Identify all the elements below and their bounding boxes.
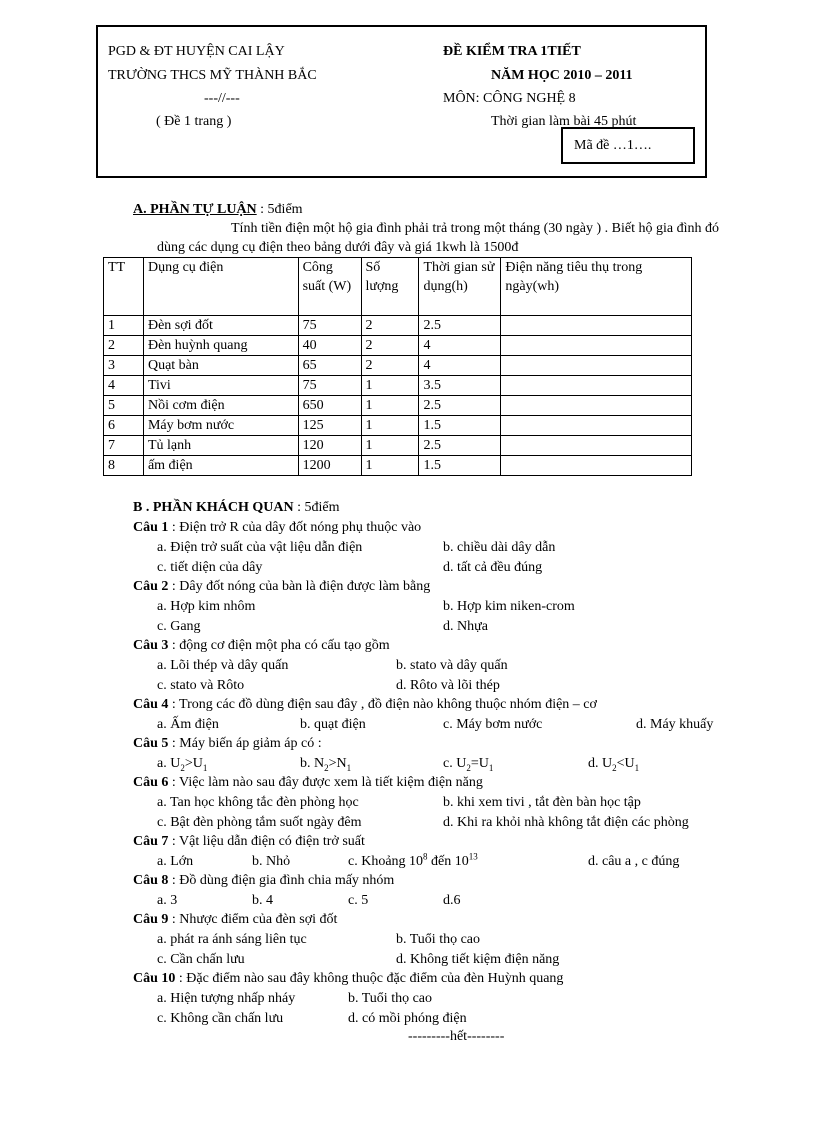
table-cell	[501, 356, 692, 376]
question-7-option	[588, 853, 679, 871]
question-8-option	[443, 892, 461, 910]
question-label: Câu 3	[133, 638, 169, 653]
table-row	[104, 396, 692, 416]
option-text: c. Bật đèn phòng tắm suốt ngày đêm	[157, 815, 362, 830]
option-text: b. 4	[252, 893, 273, 908]
question-text: : Đặc điểm nào sau đây không thuộc đặc điểm của đèn Huỳnh quang	[175, 971, 564, 986]
table-cell: Nồi cơm điện	[143, 396, 298, 416]
subscript: 2	[466, 762, 471, 773]
question-1-option	[157, 559, 262, 577]
separator: ---//---	[204, 91, 240, 106]
header-cell: Công suất (W)	[298, 258, 361, 316]
table-row	[104, 436, 692, 456]
operator: >U	[184, 756, 203, 771]
part-b-heading	[133, 499, 340, 517]
option-text: c. tiết diện của dây	[157, 560, 263, 575]
question-4-option	[636, 716, 713, 734]
header-cell: Điện năng tiêu thụ trong ngày(wh)	[501, 258, 692, 316]
question-6-option	[443, 814, 689, 832]
option-text: d. Máy khuấy	[636, 717, 714, 732]
question-10-stem	[133, 970, 563, 988]
question-4-option	[157, 716, 219, 734]
question-9-option	[396, 951, 559, 969]
table-row	[104, 416, 692, 436]
option-text: a. U	[157, 756, 181, 771]
option-text: a. 3	[157, 893, 178, 908]
operator: <U	[616, 756, 635, 771]
question-5-option	[443, 755, 493, 773]
question-label: Câu 2	[133, 579, 169, 594]
option-text: b. chiều dài dây dẫn	[443, 540, 556, 555]
superscript: 13	[468, 851, 478, 862]
question-1-option	[157, 539, 362, 557]
table-cell: 1	[361, 436, 419, 456]
operator: >N	[328, 756, 347, 771]
question-2-option	[443, 598, 575, 616]
question-1-option	[443, 539, 555, 557]
option-text: d. Nhựa	[443, 619, 488, 634]
question-10-option	[157, 1010, 283, 1028]
part-a-score: : 5điểm	[256, 202, 303, 217]
question-label: Câu 7	[133, 834, 169, 849]
question-3-option	[157, 657, 288, 675]
table-cell: 75	[298, 376, 361, 396]
option-text: c. U	[443, 756, 467, 771]
option-text: c. Không cần chấn lưu	[157, 1011, 284, 1026]
table-row	[104, 316, 692, 336]
table-cell: Đèn sợi đốt	[143, 316, 298, 336]
question-text: : Trong các đồ dùng điện sau đây , đồ điện nào không thuộc nhóm điện – cơ	[168, 697, 597, 712]
question-1-stem	[133, 519, 421, 537]
option-text: d. tất cả đều đúng	[443, 560, 543, 575]
question-6-option	[443, 794, 641, 812]
option-text: b. stato và dây quấn	[396, 658, 508, 673]
table-cell: 5	[104, 396, 144, 416]
school-year: NĂM HỌC 2010 – 2011	[491, 68, 633, 83]
table-header-row	[104, 258, 692, 316]
option-text: a. Điện trở suất của vật liệu dẫn điện	[157, 540, 363, 555]
question-text: : Máy biến áp giảm áp có :	[168, 736, 322, 751]
question-2-option	[443, 618, 488, 636]
question-1-option	[443, 559, 542, 577]
question-label: Câu 6	[133, 775, 169, 790]
table-cell	[501, 456, 692, 476]
question-7-option	[348, 853, 478, 871]
part-a-heading	[133, 201, 303, 219]
question-2-option	[157, 598, 255, 616]
option-text: a. Tan học không tắc đèn phòng học	[157, 795, 359, 810]
option-text: d. Không tiết kiệm điện năng	[396, 952, 560, 967]
table-cell: 2	[361, 336, 419, 356]
table-cell: 1	[361, 456, 419, 476]
question-label: Câu 1	[133, 520, 169, 535]
question-5-option	[588, 755, 639, 773]
question-4-stem	[133, 696, 597, 714]
table-row	[104, 356, 692, 376]
question-9-option	[157, 951, 245, 969]
question-10-option	[157, 990, 295, 1008]
option-text: b. Hợp kim niken-crom	[443, 599, 575, 614]
table-cell: 1	[361, 396, 419, 416]
question-5-option	[157, 755, 207, 773]
operator: =U	[470, 756, 489, 771]
option-text: b. Tuổi thọ cao	[348, 991, 433, 1006]
footer-end: ---------hết--------	[408, 1029, 505, 1044]
subscript: 1	[488, 762, 494, 773]
option-text: c. Gang	[157, 619, 201, 634]
table-cell	[501, 376, 692, 396]
question-7-option	[157, 853, 193, 871]
option-text: a. phát ra ánh sáng liên tục	[157, 932, 307, 947]
table-cell	[501, 396, 692, 416]
range-text: đến 10	[427, 854, 469, 869]
question-6-option	[157, 814, 362, 832]
option-text: d.6	[443, 893, 461, 908]
question-6-option	[157, 794, 359, 812]
table-cell: Quạt bàn	[143, 356, 298, 376]
table-cell: Tivi	[143, 376, 298, 396]
question-8-stem	[133, 872, 394, 890]
exam-code: Mã đề …1….	[574, 138, 652, 153]
question-label: Câu 5	[133, 736, 169, 751]
question-9-option	[157, 931, 307, 949]
question-8-option	[348, 892, 368, 910]
question-text: : Vật liệu dẫn điện có điện trở suất	[168, 834, 365, 849]
superscript: 8	[423, 851, 428, 862]
table-cell: Đèn huỳnh quang	[143, 336, 298, 356]
table-cell: 650	[298, 396, 361, 416]
table-cell: 1	[361, 376, 419, 396]
question-text: : Dây đốt nóng của bàn là điện được làm bằng	[168, 579, 431, 594]
option-text: d. Khi ra khỏi nhà không tắt điện các phòng	[443, 815, 689, 830]
question-3-option	[396, 677, 500, 695]
question-text: : Đồ dùng điện gia đình chia mấy nhóm	[168, 873, 395, 888]
question-text: : Nhược điểm của đèn sợi đốt	[168, 912, 338, 927]
question-label: Câu 9	[133, 912, 169, 927]
option-text: c. stato và Rôto	[157, 678, 245, 693]
option-text: d. Rôto và lõi thép	[396, 678, 500, 693]
table-cell: 2	[104, 336, 144, 356]
header-cell: Thời gian sử dụng(h)	[419, 258, 501, 316]
table-cell	[501, 316, 692, 336]
subscript: 2	[324, 762, 329, 773]
table-cell: 3.5	[419, 376, 501, 396]
table-cell: Tủ lạnh	[143, 436, 298, 456]
question-3-option	[396, 657, 508, 675]
table-cell: 3	[104, 356, 144, 376]
question-text: : động cơ điện một pha có cấu tạo gồm	[168, 638, 390, 653]
table-cell: 75	[298, 316, 361, 336]
table-cell: 1200	[298, 456, 361, 476]
subscript: 1	[202, 762, 208, 773]
question-label: Câu 10	[133, 971, 176, 986]
question-4-option	[300, 716, 366, 734]
table-cell: 4	[419, 356, 501, 376]
question-7-stem	[133, 833, 365, 851]
subject: MÔN: CÔNG NGHỆ 8	[443, 91, 576, 106]
question-text: : Việc làm nào sau đây được xem là tiết kiệm điện năng	[168, 775, 483, 790]
question-2-stem	[133, 578, 430, 596]
table-cell: 8	[104, 456, 144, 476]
subscript: 1	[346, 762, 352, 773]
question-9-option	[396, 931, 480, 949]
question-3-option	[157, 677, 244, 695]
school-name: TRƯỜNG THCS MỸ THÀNH BẮC	[108, 68, 317, 83]
table-cell: 2.5	[419, 396, 501, 416]
table-cell: 2.5	[419, 316, 501, 336]
question-10-option	[348, 1010, 467, 1028]
option-text: b. Tuổi thọ cao	[396, 932, 481, 947]
question-label: Câu 8	[133, 873, 169, 888]
department-name: PGD & ĐT HUYỆN CAI LẬY	[108, 44, 285, 59]
question-label: Câu 4	[133, 697, 169, 712]
option-text: d. câu a , c đúng	[588, 854, 680, 869]
header-cell: Dụng cụ điện	[143, 258, 298, 316]
question-2-option	[157, 618, 201, 636]
table-cell: 1	[104, 316, 144, 336]
table-row	[104, 336, 692, 356]
subscript: 1	[634, 762, 640, 773]
table-cell: 120	[298, 436, 361, 456]
question-10-option	[348, 990, 432, 1008]
table-cell: Máy bơm nước	[143, 416, 298, 436]
table-cell: 4	[104, 376, 144, 396]
option-text: a. Ấm điện	[157, 717, 219, 732]
subscript: 2	[612, 762, 617, 773]
question-5-option	[300, 755, 351, 773]
option-text: b. N	[300, 756, 325, 771]
question-8-option	[157, 892, 177, 910]
option-text: c. Cần chấn lưu	[157, 952, 245, 967]
exam-time: Thời gian làm bài 45 phút	[491, 114, 637, 129]
option-text: c. Máy bơm nước	[443, 717, 543, 732]
option-text: d. U	[588, 756, 613, 771]
question-3-stem	[133, 637, 390, 655]
option-text: a. Hợp kim nhôm	[157, 599, 256, 614]
question-5-stem	[133, 735, 322, 753]
option-text: a. Lớn	[157, 854, 194, 869]
part-a-intro-1: Tính tiền điện một hộ gia đình phải trả trong một tháng (30 ngày ) . Biết hộ gia đình đó	[231, 221, 719, 236]
table-row	[104, 376, 692, 396]
table-cell: 7	[104, 436, 144, 456]
table-cell: 4	[419, 336, 501, 356]
option-text: b. Nhỏ	[252, 854, 291, 869]
table-cell: 1.5	[419, 416, 501, 436]
option-text: b. khi xem tivi , tắt đèn bàn học tập	[443, 795, 641, 810]
table-cell: 2.5	[419, 436, 501, 456]
option-text: d. có mồi phóng điện	[348, 1011, 467, 1026]
option-text: a. Hiện tượng nhấp nháy	[157, 991, 296, 1006]
question-6-stem	[133, 774, 483, 792]
option-text: b. quạt điện	[300, 717, 366, 732]
exam-title: ĐỀ KIỂM TRA 1TIẾT	[443, 44, 581, 59]
table-row	[104, 456, 692, 476]
option-text: c. 5	[348, 893, 369, 908]
question-text: : Điện trở R của dây đốt nóng phụ thuộc vào	[168, 520, 422, 535]
page-count: ( Đề 1 trang )	[156, 114, 232, 129]
table-cell	[501, 336, 692, 356]
table-cell: 6	[104, 416, 144, 436]
table-cell: 40	[298, 336, 361, 356]
part-a-title: A. PHẦN TỰ LUẬN	[133, 202, 257, 217]
header-cell: TT	[104, 258, 144, 316]
question-9-stem	[133, 911, 337, 929]
table-cell: ấm điện	[143, 456, 298, 476]
part-b-title: B . PHẦN KHÁCH QUAN	[133, 500, 294, 515]
energy-table	[103, 257, 692, 476]
table-cell: 65	[298, 356, 361, 376]
table-cell	[501, 416, 692, 436]
header-cell: Số lượng	[361, 258, 419, 316]
part-b-score: : 5điểm	[293, 500, 340, 515]
table-cell: 1.5	[419, 456, 501, 476]
table-cell: 2	[361, 316, 419, 336]
table-cell: 125	[298, 416, 361, 436]
table-cell	[501, 436, 692, 456]
subscript: 2	[180, 762, 185, 773]
table-cell: 2	[361, 356, 419, 376]
option-text: c. Khoảng 10	[348, 854, 424, 869]
question-8-option	[252, 892, 273, 910]
question-7-option	[252, 853, 290, 871]
option-text: a. Lõi thép và dây quấn	[157, 658, 289, 673]
table-cell: 1	[361, 416, 419, 436]
question-4-option	[443, 716, 542, 734]
part-a-intro-2: dùng các dụng cụ điện theo bảng dưới đây và giá 1kwh là 1500đ	[157, 240, 519, 255]
